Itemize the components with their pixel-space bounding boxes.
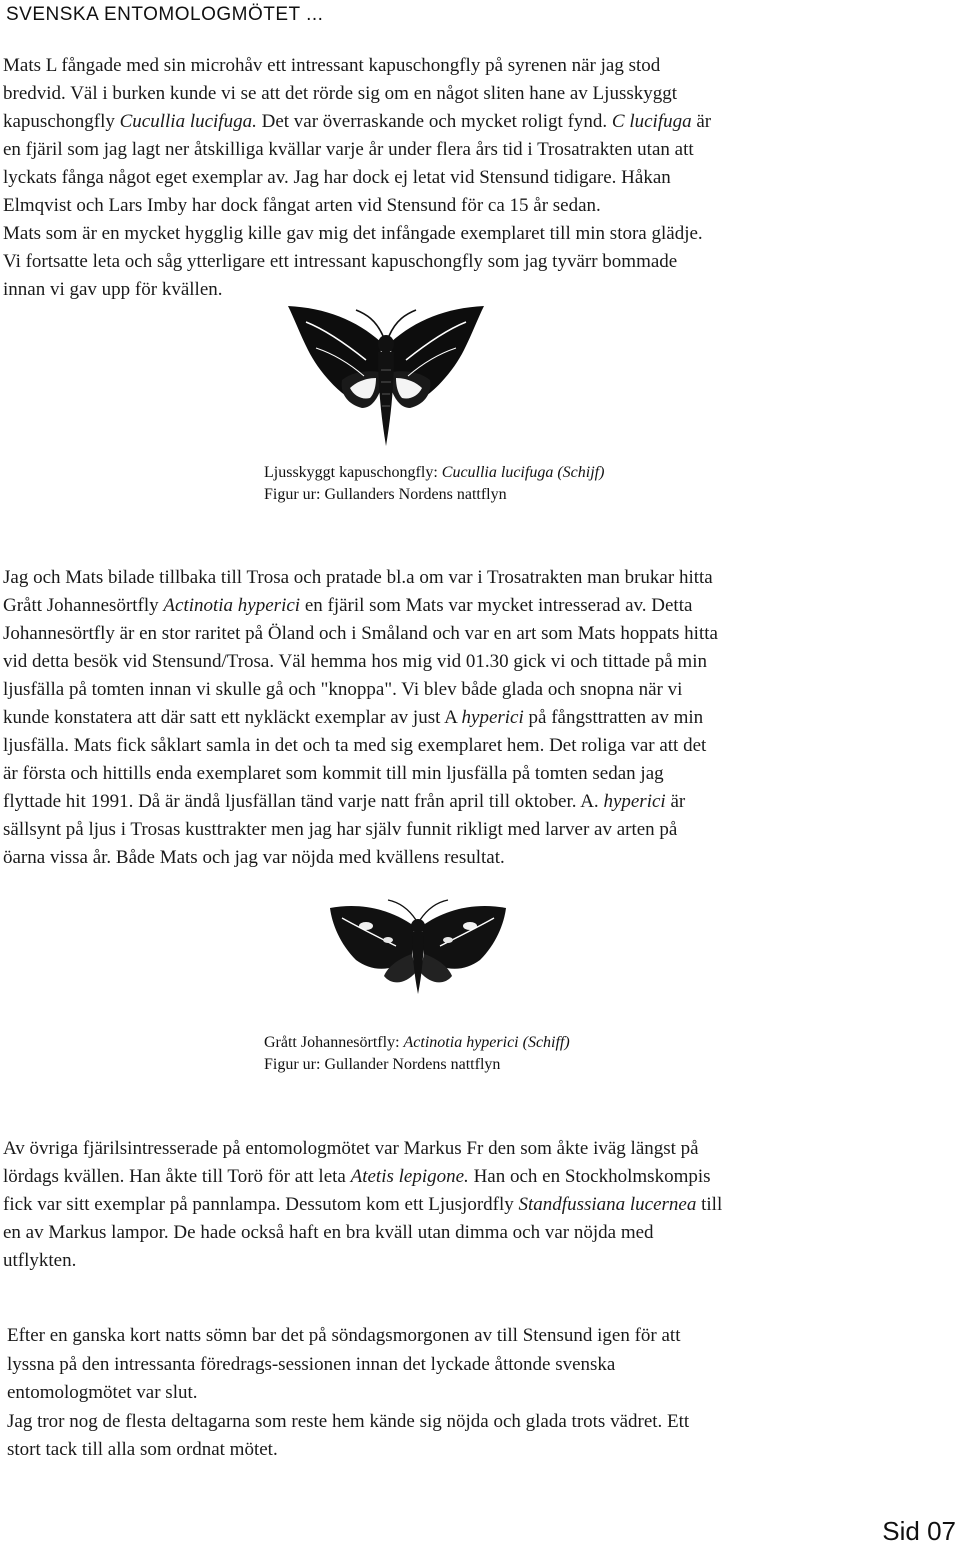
text-line: innan vi gav upp för kvällen. [3, 279, 223, 300]
text-line: är första och hittills enda exemplaret som kommit till min ljusfälla på tomten sedan jag [3, 763, 664, 784]
text-line: Elmqvist och Lars Imby har dock fångat arten vid Stensund för ca 15 år sedan. [3, 195, 601, 216]
species-name: hyperici [603, 791, 666, 812]
caption-source: Figur ur: Gullander Nordens nattflyn [264, 1056, 501, 1073]
text-line: en av Markus lampor. De hade också haft en bra kväll utan dimma och var nöjda med [3, 1222, 654, 1243]
moth-illustration-cucullia [286, 300, 486, 448]
text-line: Grått Johannesörtfly Actinotia hyperici en fjäril som Mats var mycket intresserad av. Detta [3, 595, 693, 616]
paragraph-catch-story [3, 52, 953, 304]
text-line: en fjäril som jag lagt ner åtskilliga kvällar varje år under flera års tid i Trosatrakten utan att [3, 139, 694, 160]
text-line: fick var sitt exemplar på pannlampa. Dessutom kom ett Ljusjordfly Standfussiana lucernea till [3, 1194, 723, 1215]
text-line: entomologmötet var slut. [7, 1382, 198, 1403]
paragraph-actinotia-story [3, 564, 953, 872]
text-line: stort tack till alla som ordnat mötet. [7, 1439, 278, 1460]
caption-title: Grått Johannesörtfly: Actinotia hyperici (Schiff) [264, 1034, 570, 1051]
species-name: C lucifuga [611, 111, 692, 132]
text-line: kapuschongfly Cucullia lucifuga. Det var överraskande och mycket roligt fynd. C lucifuga är [3, 111, 712, 132]
text-line: Av övriga fjärilsintresserade på entomologmötet var Markus Fr den som åkte iväg längst på [3, 1138, 699, 1159]
text-line: bredvid. Väl i burken kunde vi se att det rörde sig om en något sliten hane av Ljusskyggt [3, 83, 678, 104]
text-line: Vi fortsatte leta och såg ytterligare ett intressant kapuschongfly som jag tyvärr bommade [3, 251, 678, 272]
text-line: Efter en ganska kort natts sömn bar det på söndagsmorgonen av till Stensund igen för att [7, 1325, 681, 1346]
moth-illustration-actinotia [326, 896, 510, 996]
text-line: Jag och Mats bilade tillbaka till Trosa och pratade bl.a om var i Trosatrakten man brukar hitta [3, 567, 713, 588]
paragraph-closing [7, 1322, 947, 1465]
species-name: Standfussiana lucernea [518, 1194, 697, 1215]
text-line: utflykten. [3, 1250, 77, 1271]
text-line: sällsynt på ljus i Trosas kusttrakter men jag har själv funnit rikligt med larver av arten på [3, 819, 678, 840]
text-line: lyssna på den intressanta föredrags-sessionen innan det lyckade åttonde svenska [7, 1353, 616, 1375]
text-line: Jag tror nog de flesta deltagarna som reste hem kände sig nöjda och glada trots vädret. Ett [7, 1410, 690, 1432]
text-line: vid detta besök vid Stensund/Trosa. Väl hemma hos mig vid 01.30 gick vi och tittade på min [3, 651, 707, 672]
text-line: lördags kvällen. Han åkte till Torö för att leta Atetis lepigone. Han och en Stockholmskompis [3, 1166, 711, 1187]
caption-title: Ljusskyggt kapuschongfly: Cucullia lucifuga (Schijf) [264, 464, 605, 481]
text-line: öarna vissa år. Både Mats och jag var nöjda med kvällens resultat. [3, 847, 505, 868]
text-line: Mats L fångade med sin microhåv ett intressant kapuschongfly på syrenen när jag stod [3, 55, 661, 76]
species-name: Cucullia lucifuga (Schijf) [441, 464, 605, 481]
page-number: Sid 07 [882, 1516, 956, 1546]
text-line: ljusfälla. Mats fick såklart samla in det och ta med sig exemplaret hem. Det roliga var att det [3, 735, 707, 756]
figure-caption-actinotia [264, 1032, 570, 1076]
text-line: ljusfälla på tomten innan vi skulle gå och "knoppa". Vi blev både glada och snopna när vi [3, 679, 683, 700]
text-line: lyckats fånga något eget exemplar av. Jag har dock ej letat vid Stensund tidigare. Håkan [3, 167, 671, 188]
paragraph-markus-trip [3, 1135, 953, 1275]
species-name: Cucullia lucifuga. [119, 111, 257, 132]
species-name: Actinotia hyperici (Schiff) [403, 1034, 570, 1051]
caption-source: Figur ur: Gullanders Nordens nattflyn [264, 486, 507, 503]
page-header: SVENSKA ENTOMOLOGMÖTET ... [6, 4, 324, 25]
species-name: hyperici [461, 707, 524, 728]
figure-caption-cucullia [264, 462, 604, 506]
text-line: Johannesörtfly är en stor raritet på Öland och i Småland och var en art som Mats hoppats hitta [3, 623, 718, 644]
species-name: Actinotia hyperici [163, 595, 301, 616]
species-name: Atetis lepigone. [350, 1166, 469, 1187]
text-line: Mats som är en mycket hygglig kille gav mig det infångade exemplaret till min stora glädje. [3, 223, 703, 244]
text-line: kunde konstatera att där satt ett nykläckt exemplar av just A hyperici på fångsttratten av min [3, 707, 704, 728]
text-line: flyttade hit 1991. Då är ändå ljusfällan tänd varje natt från april till oktober. A. hyperici är [3, 791, 686, 812]
